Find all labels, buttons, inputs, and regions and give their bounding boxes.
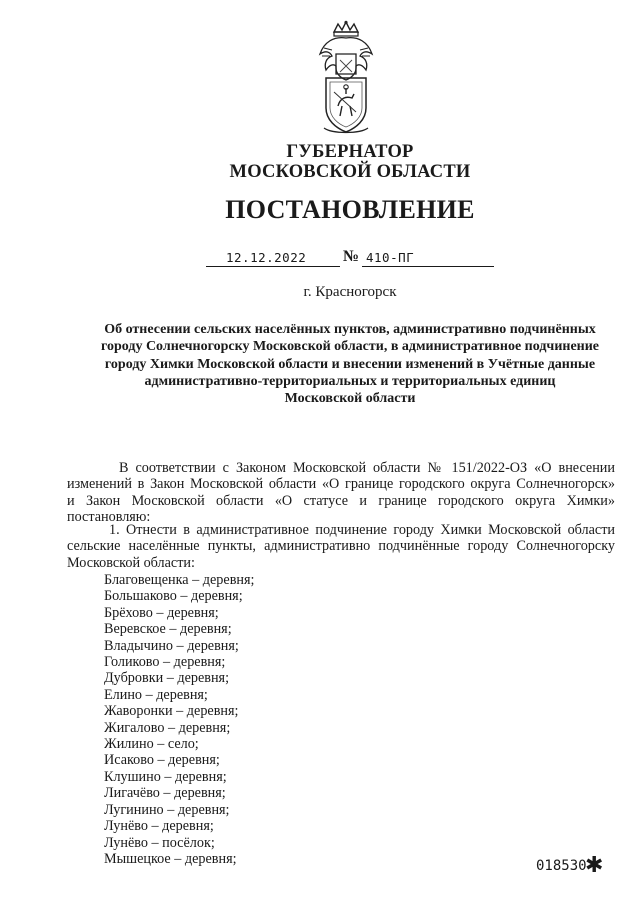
item-1-line: 1. Отнести в административное подчинение городу Химки Московской области xyxy=(109,522,615,538)
list-item: Лунёво – деревня; xyxy=(104,818,214,835)
document-number: 410-ПГ xyxy=(366,250,415,265)
list-item: Жигалово – деревня; xyxy=(104,719,231,736)
list-item: Дубровки – деревня; xyxy=(104,670,230,687)
list-item: Жилино – село; xyxy=(104,736,199,753)
list-item: Жаворонки – деревня; xyxy=(104,703,239,720)
list-item: Исаково – деревня; xyxy=(104,752,220,769)
item-1-line: сельские населённые пункты, административно подчинённые городу Солнечногорску xyxy=(67,538,615,555)
title-line: Об отнесении сельских населённых пунктов, административно подчинённых xyxy=(104,322,596,337)
list-item: Лигачёво – деревня; xyxy=(104,785,226,802)
list-item: Лунёво – посёлок; xyxy=(104,834,215,851)
preamble-line: В соответствии с Законом Московской области № 151/2022-ОЗ «О внесении xyxy=(119,460,615,476)
title-line: административно-территориальных и территориальных единиц xyxy=(144,373,556,389)
preamble-paragraph xyxy=(67,460,615,526)
preamble-line: и Закон Московской области «О статусе и границе городского округа Химки» xyxy=(67,492,615,509)
authority-title-line2: МОСКОВСКОЙ ОБЛАСТИ xyxy=(229,162,471,182)
serial-number: 018530 xyxy=(536,858,587,874)
star-mark: ✱ xyxy=(585,852,604,877)
preamble-line: изменений в Закон Московской области «О границе городского округа Солнечногорск» xyxy=(67,476,615,493)
document-date: 12.12.2022 xyxy=(226,250,307,265)
list-item: Веревское – деревня; xyxy=(104,621,232,638)
list-item: Благовещенка – деревня; xyxy=(104,572,255,588)
date-number-line xyxy=(200,246,500,270)
authority-title-line1: ГУБЕРНАТОР xyxy=(286,142,414,162)
issuing-city: г. Красногорск xyxy=(303,284,397,300)
title-line: городу Солнечногорску Московской области, в административное подчинение xyxy=(100,339,600,355)
preamble-line: постановляю: xyxy=(67,509,151,526)
number-underline xyxy=(362,266,494,267)
list-item: Мышецкое – деревня; xyxy=(104,850,237,867)
title-line: городу Химки Московской области и внесении изменений в Учётные данные xyxy=(104,356,596,372)
date-underline xyxy=(206,266,340,267)
number-sign: № xyxy=(343,248,360,265)
list-item: Владычино – деревня; xyxy=(104,637,239,654)
list-item: Голиково – деревня; xyxy=(104,654,226,671)
item-1-paragraph xyxy=(67,522,615,571)
settlement-list xyxy=(104,572,254,867)
list-item: Елино – деревня; xyxy=(104,686,208,703)
item-1-line: Московской области: xyxy=(67,554,195,571)
title-line: Московской области xyxy=(284,391,416,407)
list-item: Большаково – деревня; xyxy=(104,588,243,605)
list-item: Брёхово – деревня; xyxy=(104,604,219,621)
document-title xyxy=(80,321,620,407)
list-item: Клушино – деревня; xyxy=(104,768,227,785)
coat-of-arms-emblem xyxy=(316,20,376,136)
document-type-heading: ПОСТАНОВЛЕНИЕ xyxy=(225,195,475,224)
list-item: Лугинино – деревня; xyxy=(104,801,230,818)
